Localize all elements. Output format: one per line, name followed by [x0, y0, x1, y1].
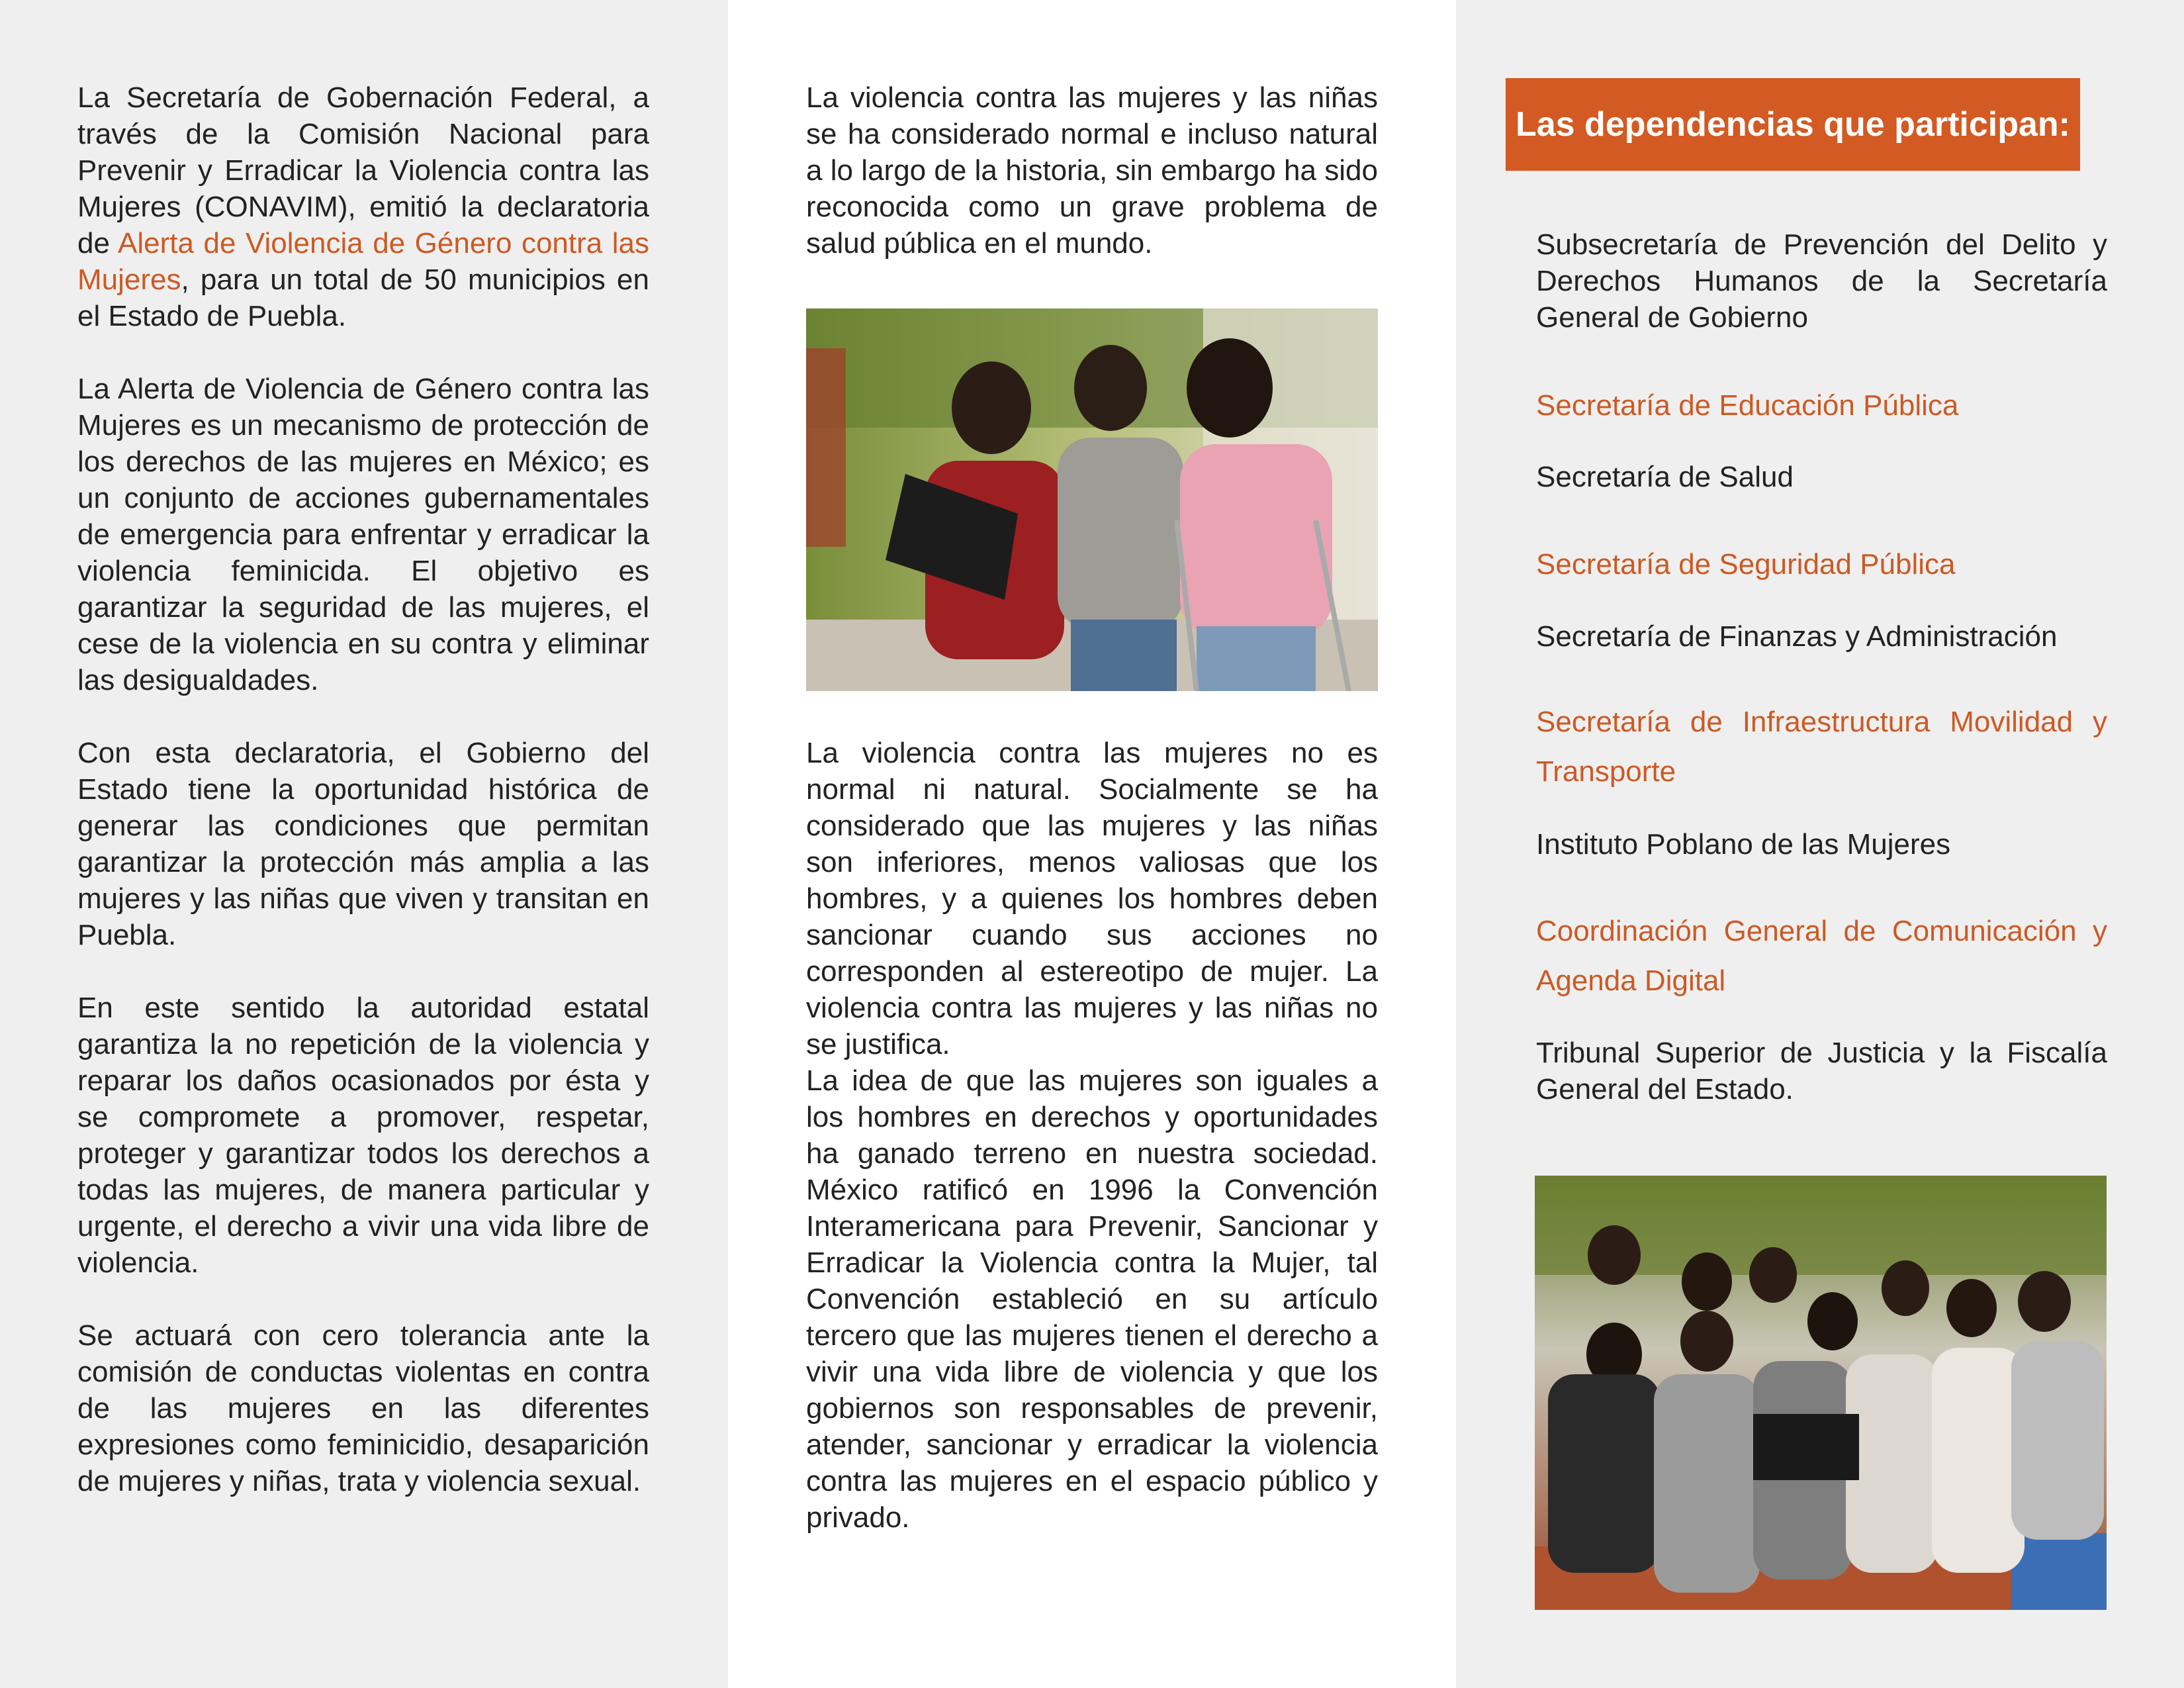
group-students-photo — [1535, 1176, 2107, 1610]
intro-text-end: , para un total de 50 municipios en el Estado de Puebla. — [77, 263, 649, 332]
left-panel — [0, 0, 728, 1688]
agency-item: Coordinación General de Comunicación y Agenda Digital — [1536, 915, 2107, 997]
agency-item: Secretaría de Educación Pública — [1536, 389, 1959, 422]
authority-paragraph: En este sentido la autoridad estatal garantiza la no repetición de la violencia y reparar los daños ocasionados por ésta y se compromete a promover, respetar, proteger y garantizar todos los derechos a todas las mujeres, de manera particular y urgente, el derecho a vivir una vida libre de violencia. — [77, 992, 649, 1279]
agency-item: Secretaría de Finanzas y Administración — [1536, 620, 2058, 653]
agency-item: Tribunal Superior de Justicia y la Fiscalía General del Estado. — [1536, 1037, 2107, 1105]
convention-paragraph: La idea de que las mujeres son iguales a los hombres en derechos y oportunidades ha ganado terreno en nuestra sociedad. México ratificó en 1996 la Convención Interamericana para Prevenir, Sancionar y Erradicar la Violencia contra la Mujer, tal Convención estableció en su artículo tercero que las mujeres tienen el derecho a vivir una vida libre de violencia y que los gobiernos son responsables de prevenir, atender, sancionar y erradicar la violencia contra las mujeres en el espacio público y privado. — [806, 1064, 1378, 1534]
violence-history-paragraph: La violencia contra las mujeres y las niñas se ha considerado normal e incluso natural a lo largo de la historia, sin embargo ha sido reconocida como un grave problema de salud pública en el mundo. — [806, 81, 1378, 259]
intro-text: La Secretaría de Gobernación Federal, a través de la Comisión Nacional para Prevenir y Erradicar la Violencia contra las Mujeres (CONAVIM), emitió la declaratoria de — [77, 81, 649, 259]
agency-item: Secretaría de Seguridad Pública — [1536, 548, 1956, 581]
students-laptop-photo — [806, 308, 1378, 691]
zero-tolerance-paragraph: Se actuará con cero tolerancia ante la comisión de conductas violentas en contra de las mujeres en las diferentes expresiones como feminicidio, desaparición de mujeres y niñas, trata y violencia sexual. — [77, 1319, 649, 1497]
intro-paragraph — [77, 79, 649, 334]
agency-item: Secretaría de Infraestructura Movilidad y Transporte — [1536, 706, 2107, 788]
agencies-header: Las dependencias que participan: — [1506, 78, 2080, 171]
agency-item: Instituto Poblano de las Mujeres — [1536, 828, 1951, 861]
alert-highlight: Alerta de Violencia de Género contra las Mujeres — [77, 227, 649, 296]
agency-item: Secretaría de Salud — [1536, 461, 1794, 493]
not-normal-paragraph: La violencia contra las mujeres no es normal ni natural. Socialmente se ha considerado que las mujeres y las niñas son inferiores, menos valiosas que los hombres, y a quienes los hombres deben sancionar cuando sus acciones no corresponden al estereotipo de mujer. La violencia contra las mujeres y las niñas no se justifica. — [806, 737, 1378, 1060]
agency-item: Subsecretaría de Prevención del Delito y Derechos Humanos de la Secretaría General de Gobierno — [1536, 228, 2107, 334]
alert-definition-paragraph: La Alerta de Violencia de Género contra las Mujeres es un mecanismo de protección de los derechos de las mujeres en México; es un conjunto de acciones gubernamentales de emergencia para enfrentar y erradicar la violencia feminicida. El objetivo es garantizar la seguridad de las mujeres, el cese de la violencia en su contra y eliminar las desigualdades. — [77, 373, 649, 696]
right-panel — [1456, 0, 2184, 1688]
declaratoria-paragraph: Con esta declaratoria, el Gobierno del Estado tiene la oportunidad histórica de generar las condiciones que permitan garantizar la protección más amplia a las mujeres y las niñas que viven y transitan en Puebla. — [77, 737, 649, 951]
middle-panel — [728, 0, 1456, 1688]
